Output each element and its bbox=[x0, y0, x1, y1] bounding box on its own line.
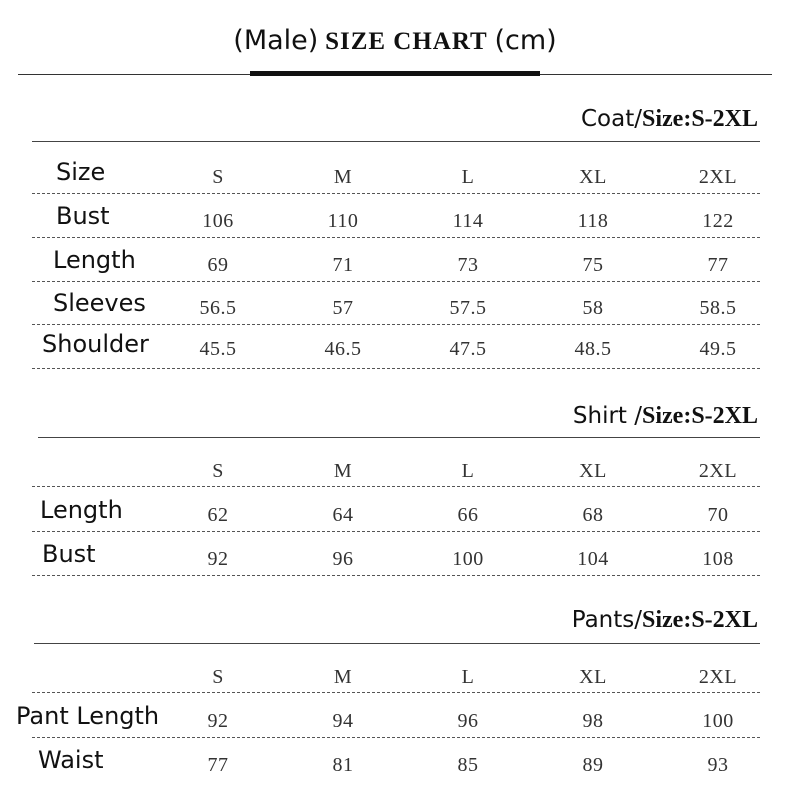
pants-size-m: M bbox=[333, 666, 353, 688]
table-cell: 56.5 bbox=[199, 297, 237, 319]
coat-heading bbox=[581, 102, 758, 136]
row-divider bbox=[32, 737, 760, 738]
row-label: Bust bbox=[56, 202, 110, 230]
table-cell: 118 bbox=[577, 210, 609, 232]
table-cell: 69 bbox=[207, 254, 229, 276]
title-main: SIZE CHART bbox=[325, 28, 488, 55]
table-cell: 114 bbox=[452, 210, 484, 232]
table-cell: 96 bbox=[457, 710, 479, 732]
table-cell: 81 bbox=[332, 754, 354, 776]
table-cell: 66 bbox=[457, 504, 479, 526]
table-cell: 70 bbox=[707, 504, 729, 526]
shirt-size-xl: XL bbox=[579, 460, 607, 482]
shirt-size-s: S bbox=[212, 460, 224, 482]
coat-heading-line bbox=[32, 141, 760, 142]
row-label: Length bbox=[53, 246, 136, 274]
row-label: Bust bbox=[42, 540, 96, 568]
table-cell: 92 bbox=[207, 548, 229, 570]
table-cell: 62 bbox=[207, 504, 229, 526]
row-divider bbox=[32, 486, 760, 487]
row-divider bbox=[32, 193, 760, 194]
coat-header-row bbox=[0, 152, 790, 196]
table-cell: 57 bbox=[332, 297, 354, 319]
shirt-heading-line bbox=[38, 437, 760, 438]
table-cell: 92 bbox=[207, 710, 229, 732]
coat-heading-suffix: Size:S-2XL bbox=[642, 106, 758, 132]
table-cell: 104 bbox=[577, 548, 609, 570]
title-underline bbox=[250, 71, 540, 76]
coat-row-bust bbox=[0, 196, 790, 240]
coat-size-l: L bbox=[461, 166, 475, 188]
table-cell: 122 bbox=[702, 210, 734, 232]
row-divider bbox=[32, 281, 760, 282]
table-cell: 100 bbox=[452, 548, 484, 570]
table-cell: 64 bbox=[332, 504, 354, 526]
pants-row-waist bbox=[0, 740, 790, 784]
table-cell: 77 bbox=[707, 254, 729, 276]
pants-header-row bbox=[0, 652, 790, 696]
row-divider bbox=[32, 531, 760, 532]
row-divider bbox=[32, 575, 760, 576]
pants-heading-line bbox=[34, 643, 760, 644]
row-label: Shoulder bbox=[42, 330, 149, 358]
shirt-row-length bbox=[0, 490, 790, 534]
table-cell: 108 bbox=[702, 548, 734, 570]
shirt-size-m: M bbox=[333, 460, 353, 482]
coat-size-2xl: 2XL bbox=[698, 166, 738, 188]
page-title bbox=[0, 18, 790, 62]
table-cell: 89 bbox=[582, 754, 604, 776]
row-label: Length bbox=[40, 496, 123, 524]
shirt-heading-suffix: Size:S-2XL bbox=[642, 403, 758, 429]
table-cell: 58 bbox=[582, 297, 604, 319]
table-cell: 49.5 bbox=[699, 338, 737, 360]
pants-size-xl: XL bbox=[579, 666, 607, 688]
pants-size-l: L bbox=[461, 666, 475, 688]
coat-row-shoulder bbox=[0, 324, 790, 368]
table-cell: 58.5 bbox=[699, 297, 737, 319]
table-cell: 98 bbox=[582, 710, 604, 732]
row-label: Waist bbox=[38, 746, 104, 774]
pants-size-s: S bbox=[212, 666, 224, 688]
table-cell: 94 bbox=[332, 710, 354, 732]
pants-heading-suffix: Size:S-2XL bbox=[642, 607, 758, 633]
pants-heading bbox=[572, 603, 758, 637]
table-cell: 73 bbox=[457, 254, 479, 276]
shirt-size-l: L bbox=[461, 460, 475, 482]
coat-row-sleeves bbox=[0, 283, 790, 327]
table-cell: 75 bbox=[582, 254, 604, 276]
pants-size-2xl: 2XL bbox=[698, 666, 738, 688]
table-cell: 96 bbox=[332, 548, 354, 570]
table-cell: 48.5 bbox=[574, 338, 612, 360]
table-cell: 100 bbox=[702, 710, 734, 732]
row-label: Sleeves bbox=[53, 289, 146, 317]
table-cell: 93 bbox=[707, 754, 729, 776]
pants-row-length bbox=[0, 696, 790, 740]
shirt-heading-prefix: Shirt / bbox=[572, 403, 642, 429]
table-cell: 77 bbox=[207, 754, 229, 776]
table-cell: 68 bbox=[582, 504, 604, 526]
row-label: Pant Length bbox=[16, 702, 160, 730]
coat-size-s: S bbox=[212, 166, 224, 188]
table-cell: 47.5 bbox=[449, 338, 487, 360]
coat-heading-prefix: Coat/ bbox=[581, 106, 642, 132]
table-cell: 71 bbox=[332, 254, 354, 276]
coat-row-length bbox=[0, 240, 790, 284]
pants-heading-prefix: Pants/ bbox=[571, 607, 642, 633]
table-cell: 57.5 bbox=[449, 297, 487, 319]
title-suffix: (cm) bbox=[494, 25, 557, 56]
shirt-header-row bbox=[0, 446, 790, 490]
row-divider bbox=[32, 368, 760, 369]
table-cell: 46.5 bbox=[324, 338, 362, 360]
title-prefix: (Male) bbox=[233, 25, 319, 56]
table-cell: 110 bbox=[327, 210, 359, 232]
table-cell: 106 bbox=[202, 210, 234, 232]
shirt-heading bbox=[573, 399, 758, 433]
table-cell: 45.5 bbox=[199, 338, 237, 360]
shirt-size-2xl: 2XL bbox=[698, 460, 738, 482]
shirt-row-bust bbox=[0, 534, 790, 578]
coat-size-label: Size bbox=[56, 158, 106, 186]
table-cell: 85 bbox=[457, 754, 479, 776]
row-divider bbox=[32, 692, 760, 693]
coat-size-xl: XL bbox=[579, 166, 607, 188]
row-divider bbox=[32, 237, 760, 238]
coat-size-m: M bbox=[333, 166, 353, 188]
